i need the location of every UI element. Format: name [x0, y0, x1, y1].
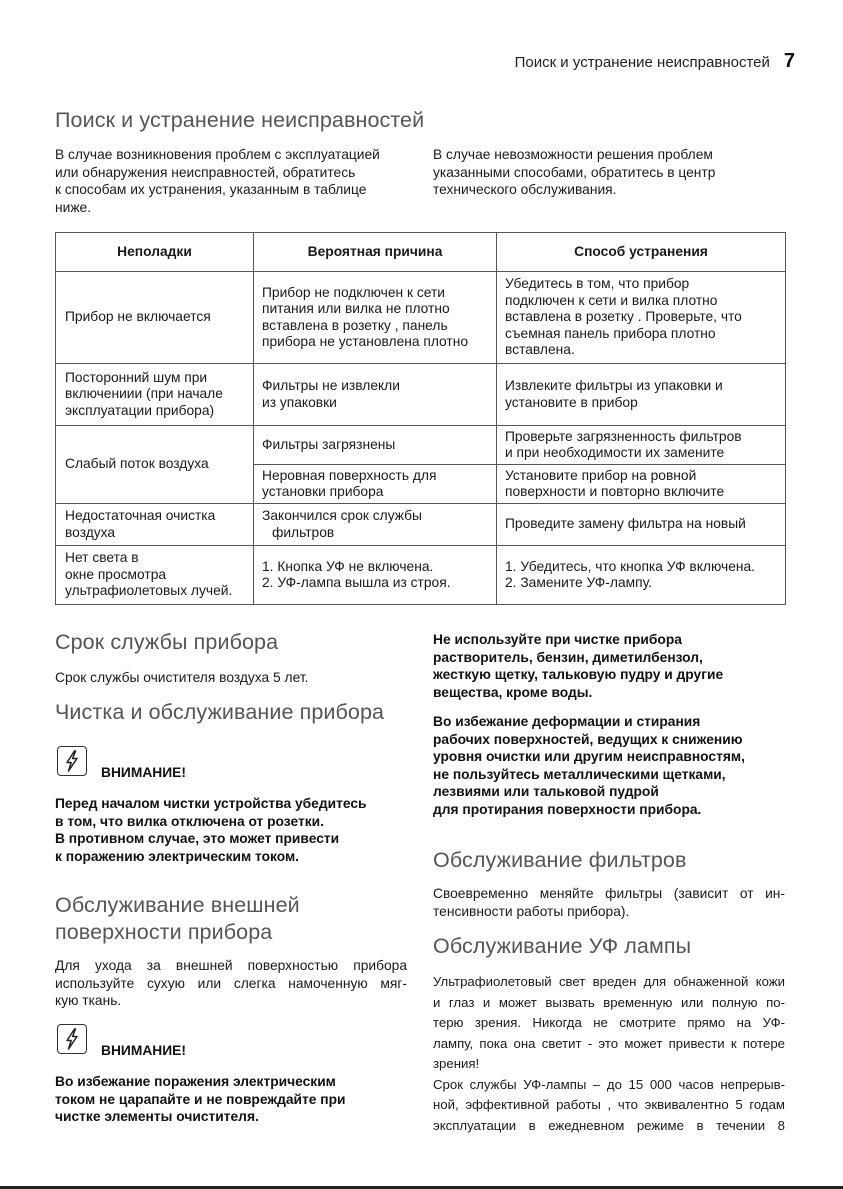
column-header-cause: Вероятная причина: [254, 233, 497, 272]
text-line: В случае возникновения проблем с эксплуатацией: [55, 147, 380, 162]
text-line: к способам их устранения, указанным в таблице: [55, 182, 367, 197]
warning-label: ВНИМАНИЕ!: [101, 1043, 186, 1058]
cell-line: из упаковки: [262, 394, 337, 410]
cell-line: 2. Замените УФ-лампу.: [505, 575, 652, 590]
table-row: [56, 504, 786, 546]
solution-cell: [497, 504, 786, 546]
cell-line: эксплуатации прибора): [65, 402, 215, 418]
cell-line: фильтров: [272, 524, 335, 540]
troubleshooting-intro-right: [433, 146, 793, 199]
table-header-row: [56, 233, 786, 272]
table-row: [56, 364, 786, 426]
cell-line: вставлена в розетку , панель: [262, 317, 448, 333]
cause-cell: [254, 504, 497, 546]
text-line: Не используйте при чистке прибора: [433, 632, 682, 647]
column-header-solution: Способ устранения: [497, 233, 786, 272]
text-line: зрения!: [433, 1056, 480, 1071]
cell-line: Посторонний шум при: [65, 369, 208, 385]
text-line: уровня очистки или другим неисправностям,: [433, 749, 745, 764]
text-line: терю зрения. Никогда не смотрите прямо на УФ-: [433, 1015, 785, 1030]
cell-line: вставлена.: [505, 342, 575, 358]
text-line: растворитель, бензин, диметилбензол,: [433, 649, 703, 665]
cause-cell: [254, 465, 497, 504]
table-row: [56, 426, 786, 465]
exterior-warning-text: [55, 1073, 430, 1126]
problem-cell: [56, 504, 254, 546]
filters-text: [433, 885, 785, 920]
problem-cell: [56, 546, 254, 605]
cell-line: установки прибора: [262, 484, 384, 499]
cell-line: 2. УФ-лампа вышла из строя.: [262, 575, 451, 590]
cell-line: прибора не установлена плотно: [262, 334, 469, 349]
text-line: лампу, пока она светит - это может привести к потере: [433, 1035, 785, 1051]
cell-line: окне просмотра: [65, 566, 167, 582]
column-header-problem: Неполадки: [56, 233, 254, 272]
text-line: В противном случае, это может привести: [55, 831, 340, 846]
cause-cell: [254, 272, 497, 364]
text-line: вещества, кроме воды.: [433, 684, 593, 700]
filters-title: Обслуживание фильтров: [433, 848, 687, 872]
cell-line: 1. Убедитесь, что кнопка УФ включена.: [505, 558, 756, 574]
title-line: поверхности прибора: [55, 920, 273, 944]
text-line: в том, что вилка отключена от розетки.: [55, 813, 324, 829]
cleaning-title: Чистка и обслуживание прибора: [55, 700, 385, 724]
problem-cell: [56, 364, 254, 426]
service-life-title: Срок службы прибора: [55, 630, 279, 654]
text-line: лезвиями или тальковой пудрой: [433, 784, 659, 799]
cell-line: Проведите замену фильтра на новый: [505, 516, 746, 532]
problem-cell: [56, 426, 254, 504]
troubleshooting-table: [55, 232, 786, 605]
cell-line: воздуха: [65, 524, 116, 540]
text-line: Ультрафиолетовый свет вреден для обнаженной кожи: [433, 974, 785, 989]
text-line: током не царапайте и не повреждайте при: [55, 1091, 346, 1107]
text-line: жесткую щетку, тальковую пудру и другие: [433, 667, 724, 682]
text-line: тенсивности работы прибора).: [433, 903, 630, 919]
text-line: В случае невозможности решения проблем: [433, 147, 713, 162]
cell-line: Недостаточная очистка: [65, 508, 216, 523]
warning-icon: [57, 1024, 87, 1054]
cell-line: подключен к сети и вилка плотно: [505, 292, 718, 308]
cell-line: съемная панель прибора плотно: [505, 325, 716, 341]
solution-cell: [497, 426, 786, 465]
table-row: [56, 546, 786, 605]
text-line: чистке элементы очистителя.: [55, 1109, 259, 1124]
cell-line: Слабый поток воздуха: [65, 456, 209, 472]
text-line: не пользуйтесь металлическими щетками,: [433, 766, 726, 782]
service-life-text: Срок службы очистителя воздуха 5 лет.: [55, 670, 309, 685]
text-line: Во избежание деформации и стирания: [433, 714, 701, 729]
title-line: Обслуживание внешней: [55, 893, 300, 917]
text-line: рабочих поверхностей, ведущих к снижению: [433, 731, 743, 747]
page-number: 7: [783, 50, 795, 72]
text-line: Для ухода за внешней поверхностью прибора: [55, 958, 407, 973]
cell-line: Нет света в: [65, 550, 139, 566]
text-line: Перед началом чистки устройства убедитесь: [55, 796, 367, 811]
exterior-text: [55, 957, 407, 1010]
running-header-title: Поиск и устранение неисправностей: [514, 54, 770, 71]
problem-cell: [56, 272, 254, 364]
cell-line: Фильтры загрязнены: [262, 436, 396, 452]
cause-cell: [254, 426, 497, 465]
text-line: для протирания поверхности прибора.: [433, 801, 702, 817]
cell-line: вставлена в розетку . Проверьте, что: [505, 309, 742, 325]
cell-line: и при необходимости их замените: [505, 445, 725, 460]
text-line: кую ткань.: [55, 993, 122, 1008]
cell-line: Убедитесь в том, что прибор: [505, 276, 690, 292]
cell-line: Прибор не включается: [65, 309, 211, 325]
cause-cell: [254, 364, 497, 426]
text-line: ной, эффективной работы , что эквивалентно 5 годам: [433, 1097, 785, 1112]
text-line: и глаз и может вызвать временную или полную по-: [433, 994, 785, 1010]
cell-line: питания или вилка не плотно: [262, 301, 450, 316]
cell-line: ультрафиолетовых лучей.: [65, 583, 233, 599]
solution-cell: [497, 364, 786, 426]
no-solvents-warning: [433, 631, 793, 701]
text-line: технического обслуживания.: [433, 182, 617, 197]
cell-line: включениии (при начале: [65, 386, 223, 402]
text-line: эксплуатации в ежедневном режиме в течении 8: [433, 1117, 785, 1133]
cause-cell: [254, 546, 497, 605]
warning-label: ВНИМАНИЕ!: [101, 765, 186, 780]
troubleshooting-title: Поиск и устранение неисправностей: [55, 108, 425, 132]
cell-line: поверхности и повторно включите: [505, 484, 725, 499]
running-header: [515, 50, 795, 73]
cell-line: Прибор не подключен к сети: [262, 284, 446, 300]
troubleshooting-intro-left: [55, 146, 415, 216]
uv-lamp-title: Обслуживание УФ лампы: [433, 934, 692, 958]
text-line: Своевременно меняйте фильтры (зависит от ин-: [433, 886, 785, 901]
text-line: указанными способами, обратитесь в центр: [433, 164, 716, 180]
cell-line: Установите прибор на ровной: [505, 467, 697, 483]
exterior-title: [55, 892, 300, 946]
cell-line: Неровная поверхность для: [262, 467, 437, 483]
cell-line: 1. Кнопка УФ не включена.: [262, 558, 434, 574]
cell-line: Закончился срок службы: [262, 508, 422, 523]
cell-line: установите в прибор: [505, 394, 638, 410]
uv-lamp-text: [433, 972, 785, 1136]
cell-line: Проверьте загрязненность фильтров: [505, 428, 742, 444]
solution-cell: [497, 546, 786, 605]
cleaning-warning-text: [55, 795, 430, 865]
cell-line: Извлеките фильтры из упаковки и: [505, 378, 723, 393]
text-line: Срок службы УФ-лампы – до 15 000 часов непрерыв-: [433, 1076, 785, 1092]
text-line: к поражению электрическим током.: [55, 848, 300, 864]
solution-cell: [497, 465, 786, 504]
warning-icon: [57, 746, 87, 776]
cell-line: Фильтры не извлекли: [262, 378, 400, 393]
text-line: ниже.: [55, 199, 92, 215]
table-row: [56, 272, 786, 364]
no-metal-brushes-warning: [433, 713, 793, 818]
solution-cell: [497, 272, 786, 364]
text-line: Во избежание поражения электрическим: [55, 1074, 336, 1089]
text-line: используйте сухую или слегка намоченную мяг-: [55, 975, 407, 991]
text-line: или обнаружения неисправностей, обратитесь: [55, 164, 356, 180]
